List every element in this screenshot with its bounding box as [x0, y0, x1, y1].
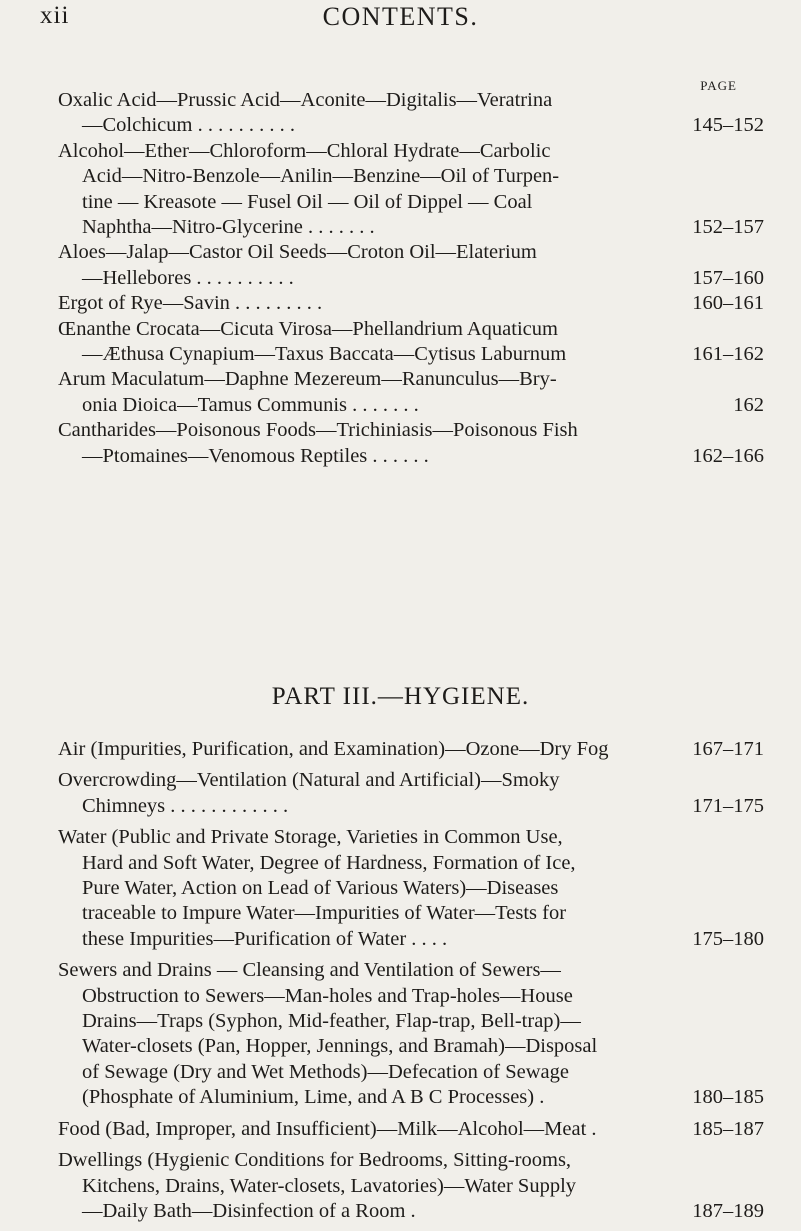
toc-entry [58, 737, 764, 762]
toc-entry-line: —Daily Bath—Disinfection of a Room . [82, 1199, 416, 1222]
toc-page-range: 187–189 [692, 1199, 764, 1222]
toc-entry-line: —Hellebores . . . . . . . . . . [82, 266, 294, 289]
toc-entry [58, 768, 764, 819]
toc-entry-line: Drains—Traps (Syphon, Mid-feather, Flap-trap, Bell-trap)— [82, 1010, 581, 1033]
toc-page-range: 175–180 [692, 927, 764, 950]
toc-page-range: 180–185 [692, 1086, 764, 1109]
toc-entry-line: Oxalic Acid—Prussic Acid—Aconite—Digitalis—Veratrina [58, 89, 553, 111]
toc-page-range: 162 [733, 393, 764, 416]
page-header [0, 0, 801, 56]
page-number: xii [40, 2, 70, 29]
toc-entry-line: Aloes—Jalap—Castor Oil Seeds—Croton Oil—Elaterium [58, 241, 537, 264]
page-column-label: PAGE [700, 78, 737, 93]
toc-entry-line: Œnanthe Crocata—Cicuta Virosa—Phellandrium Aquaticum [58, 317, 558, 340]
toc-page-range: 162–166 [692, 444, 764, 467]
part-title: PART III.—HYGIENE. [271, 683, 530, 710]
toc-entry-line: Food (Bad, Improper, and Insufficient)—Milk—Alcohol—Meat . [58, 1117, 597, 1140]
toc-entry-line: Chimneys . . . . . . . . . . . . [82, 794, 289, 817]
toc-entry [58, 825, 764, 952]
toc-entry [58, 418, 764, 469]
toc-entry-line: Water (Public and Private Storage, Varieties in Common Use, [58, 826, 563, 849]
toc-entry-line: these Impurities—Purification of Water . . . . [82, 927, 448, 950]
toc-entry-line: of Sewage (Dry and Wet Methods)—Defecation of Sewage [82, 1060, 569, 1083]
toc-entry [58, 317, 764, 368]
contents-section-poisons [58, 88, 764, 469]
toc-page-range: 171–175 [692, 794, 764, 817]
toc-page-range: 185–187 [692, 1117, 764, 1140]
toc-entry [58, 139, 764, 241]
toc-page-range: 161–162 [692, 343, 764, 366]
toc-entry-line: Naphtha—Nitro-Glycerine . . . . . . . [82, 216, 375, 239]
toc-entry [58, 1148, 764, 1224]
toc-entry-line: Pure Water, Action on Lead of Various Waters)—Diseases [82, 877, 559, 900]
toc-entry-line: Obstruction to Sewers—Man-holes and Trap-holes—House [82, 984, 573, 1007]
toc-entry-line: Water-closets (Pan, Hopper, Jennings, and Bramah)—Disposal [82, 1035, 598, 1058]
toc-entry-line: tine — Kreasote — Fusel Oil — Oil of Dippel — Coal [82, 190, 533, 213]
toc-page-range: 157–160 [692, 266, 764, 289]
toc-entry-line: Overcrowding—Ventilation (Natural and Artificial)—Smoky [58, 769, 560, 792]
running-title: CONTENTS. [322, 2, 479, 31]
toc-entry-line: Ergot of Rye—Savin . . . . . . . . . [58, 292, 323, 315]
toc-entry-line: Air (Impurities, Purification, and Examination)—Ozone—Dry Fog [58, 738, 609, 760]
toc-entry-line: Hard and Soft Water, Degree of Hardness, Formation of Ice, [82, 851, 576, 874]
toc-entry-line: —Colchicum . . . . . . . . . . [82, 114, 295, 137]
toc-entry-line: Sewers and Drains — Cleansing and Ventilation of Sewers— [58, 959, 561, 982]
toc-entry-line: Cantharides—Poisonous Foods—Trichiniasis—Poisonous Fish [58, 419, 578, 442]
toc-entry [58, 1117, 764, 1142]
toc-page-range: 152–157 [692, 216, 764, 239]
toc-page-range: 160–161 [692, 292, 764, 315]
toc-entry-line: traceable to Impure Water—Impurities of Water—Tests for [82, 902, 567, 925]
toc-entry-line: Alcohol—Ether—Chloroform—Chloral Hydrate—Carbolic [58, 139, 551, 162]
toc-entry [58, 88, 764, 139]
toc-entry-line: Arum Maculatum—Daphne Mezereum—Ranunculus—Bry- [58, 368, 557, 391]
toc-entry-line: Dwellings (Hygienic Conditions for Bedrooms, Sitting-rooms, [58, 1149, 572, 1172]
toc-entry [58, 367, 764, 418]
toc-entry [58, 240, 764, 291]
toc-page-range: 145–152 [692, 114, 764, 137]
toc-entry-line: onia Dioica—Tamus Communis . . . . . . . [82, 393, 419, 416]
contents-section-hygiene [58, 737, 764, 1230]
toc-entry-line: Kitchens, Drains, Water-closets, Lavatories)—Water Supply [82, 1174, 577, 1197]
toc-entry-line: (Phosphate of Aluminium, Lime, and A B C Processes) . [82, 1086, 545, 1109]
toc-entry [58, 958, 764, 1110]
toc-entry [58, 291, 764, 316]
toc-entry-line: —Æthusa Cynapium—Taxus Baccata—Cytisus Laburnum [82, 343, 567, 366]
toc-entry-line: Acid—Nitro-Benzole—Anilin—Benzine—Oil of Turpen- [82, 165, 560, 188]
toc-page-range: 167–171 [692, 738, 764, 760]
toc-entry-line: —Ptomaines—Venomous Reptiles . . . . . . [82, 444, 429, 467]
